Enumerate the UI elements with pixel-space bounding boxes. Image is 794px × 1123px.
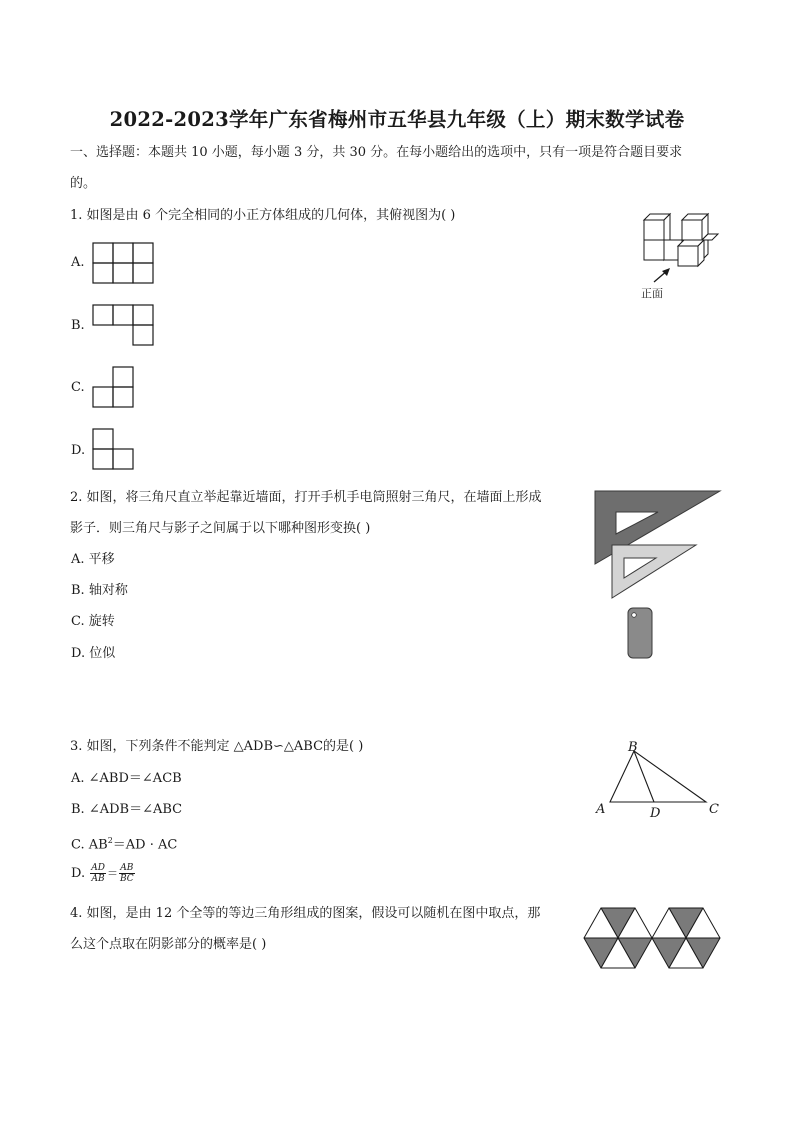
- q2-option-d: D. 位似: [71, 646, 116, 661]
- question-3-stem: 3. 如图，下列条件不能判定 △ADB∽△ABC的是( ): [70, 739, 364, 754]
- frac2-denominator: BC: [119, 874, 134, 884]
- q3-option-d-prefix: D.: [71, 866, 86, 881]
- q3-option-c-prefix: C. AB: [71, 837, 108, 853]
- frac1-numerator: AD: [91, 863, 105, 873]
- q1-option-c-figure: [92, 366, 136, 410]
- q3-label-b: B: [628, 740, 638, 755]
- q3-label-d: D: [650, 806, 661, 821]
- q2-option-b: B. 轴对称: [71, 583, 128, 598]
- q3-option-d-frac2: [119, 863, 135, 884]
- question-1-stem: 1. 如图是由 6 个完全相同的小正方体组成的几何体，其俯视图为( ): [70, 208, 456, 223]
- q1-figure-label: 正面: [641, 287, 663, 300]
- q3-label-a: A: [596, 802, 606, 817]
- question-4-stem-line2: 么这个点取在阴影部分的概率是( ): [70, 937, 267, 952]
- q3-option-b: B. ∠ADB＝∠ABC: [71, 802, 183, 817]
- q3-option-d-equals: ＝: [106, 867, 118, 880]
- section-heading: 一、选择题：本题共 10 小题，每小题 3 分，共 30 分。在每小题给出的选项中，只有一项是符合题目要求: [70, 145, 683, 160]
- question-4-stem-line1: 4. 如图，是由 12 个全等的等边三角形组成的图案，假设可以随机在图中取点，那: [70, 906, 541, 921]
- q2-ruler-shadow-figure: [594, 490, 724, 662]
- frac2-numerator: AB: [120, 863, 134, 873]
- q3-option-d: [71, 863, 136, 884]
- q3-option-c-suffix: ＝AD · AC: [112, 837, 178, 853]
- q4-hexagon-pattern-figure: [580, 904, 725, 974]
- question-2-stem-line2: 影子．则三角尺与影子之间属于以下哪种图形变换( ): [70, 521, 371, 536]
- q1-option-a-figure: [92, 242, 156, 286]
- q3-option-d-frac1: [90, 863, 106, 884]
- q3-label-c: C: [709, 802, 719, 817]
- q2-option-c: C. 旋转: [71, 614, 115, 629]
- q3-option-a: A. ∠ABD＝∠ACB: [71, 771, 182, 786]
- q1-option-a-label: A.: [71, 255, 85, 270]
- page-title: 2022-2023学年广东省梅州市五华县九年级（上）期末数学试卷: [109, 108, 685, 131]
- question-2-stem-line1: 2. 如图，将三角尺直立举起靠近墙面，打开手机手电筒照射三角尺，在墙面上形成: [70, 490, 542, 505]
- frac1-denominator: AB: [91, 874, 105, 884]
- q1-option-b-label: B.: [71, 318, 85, 333]
- q1-option-d-figure: [92, 428, 136, 472]
- q2-option-a: A. 平移: [71, 552, 115, 567]
- q1-option-c-label: C.: [71, 380, 85, 395]
- q1-option-b-figure: [92, 304, 156, 348]
- q3-option-c-sup: 2: [107, 836, 113, 845]
- section-heading-cont: 的。: [70, 176, 97, 191]
- q1-option-d-label: D.: [71, 443, 86, 458]
- q3-option-c: [71, 833, 177, 853]
